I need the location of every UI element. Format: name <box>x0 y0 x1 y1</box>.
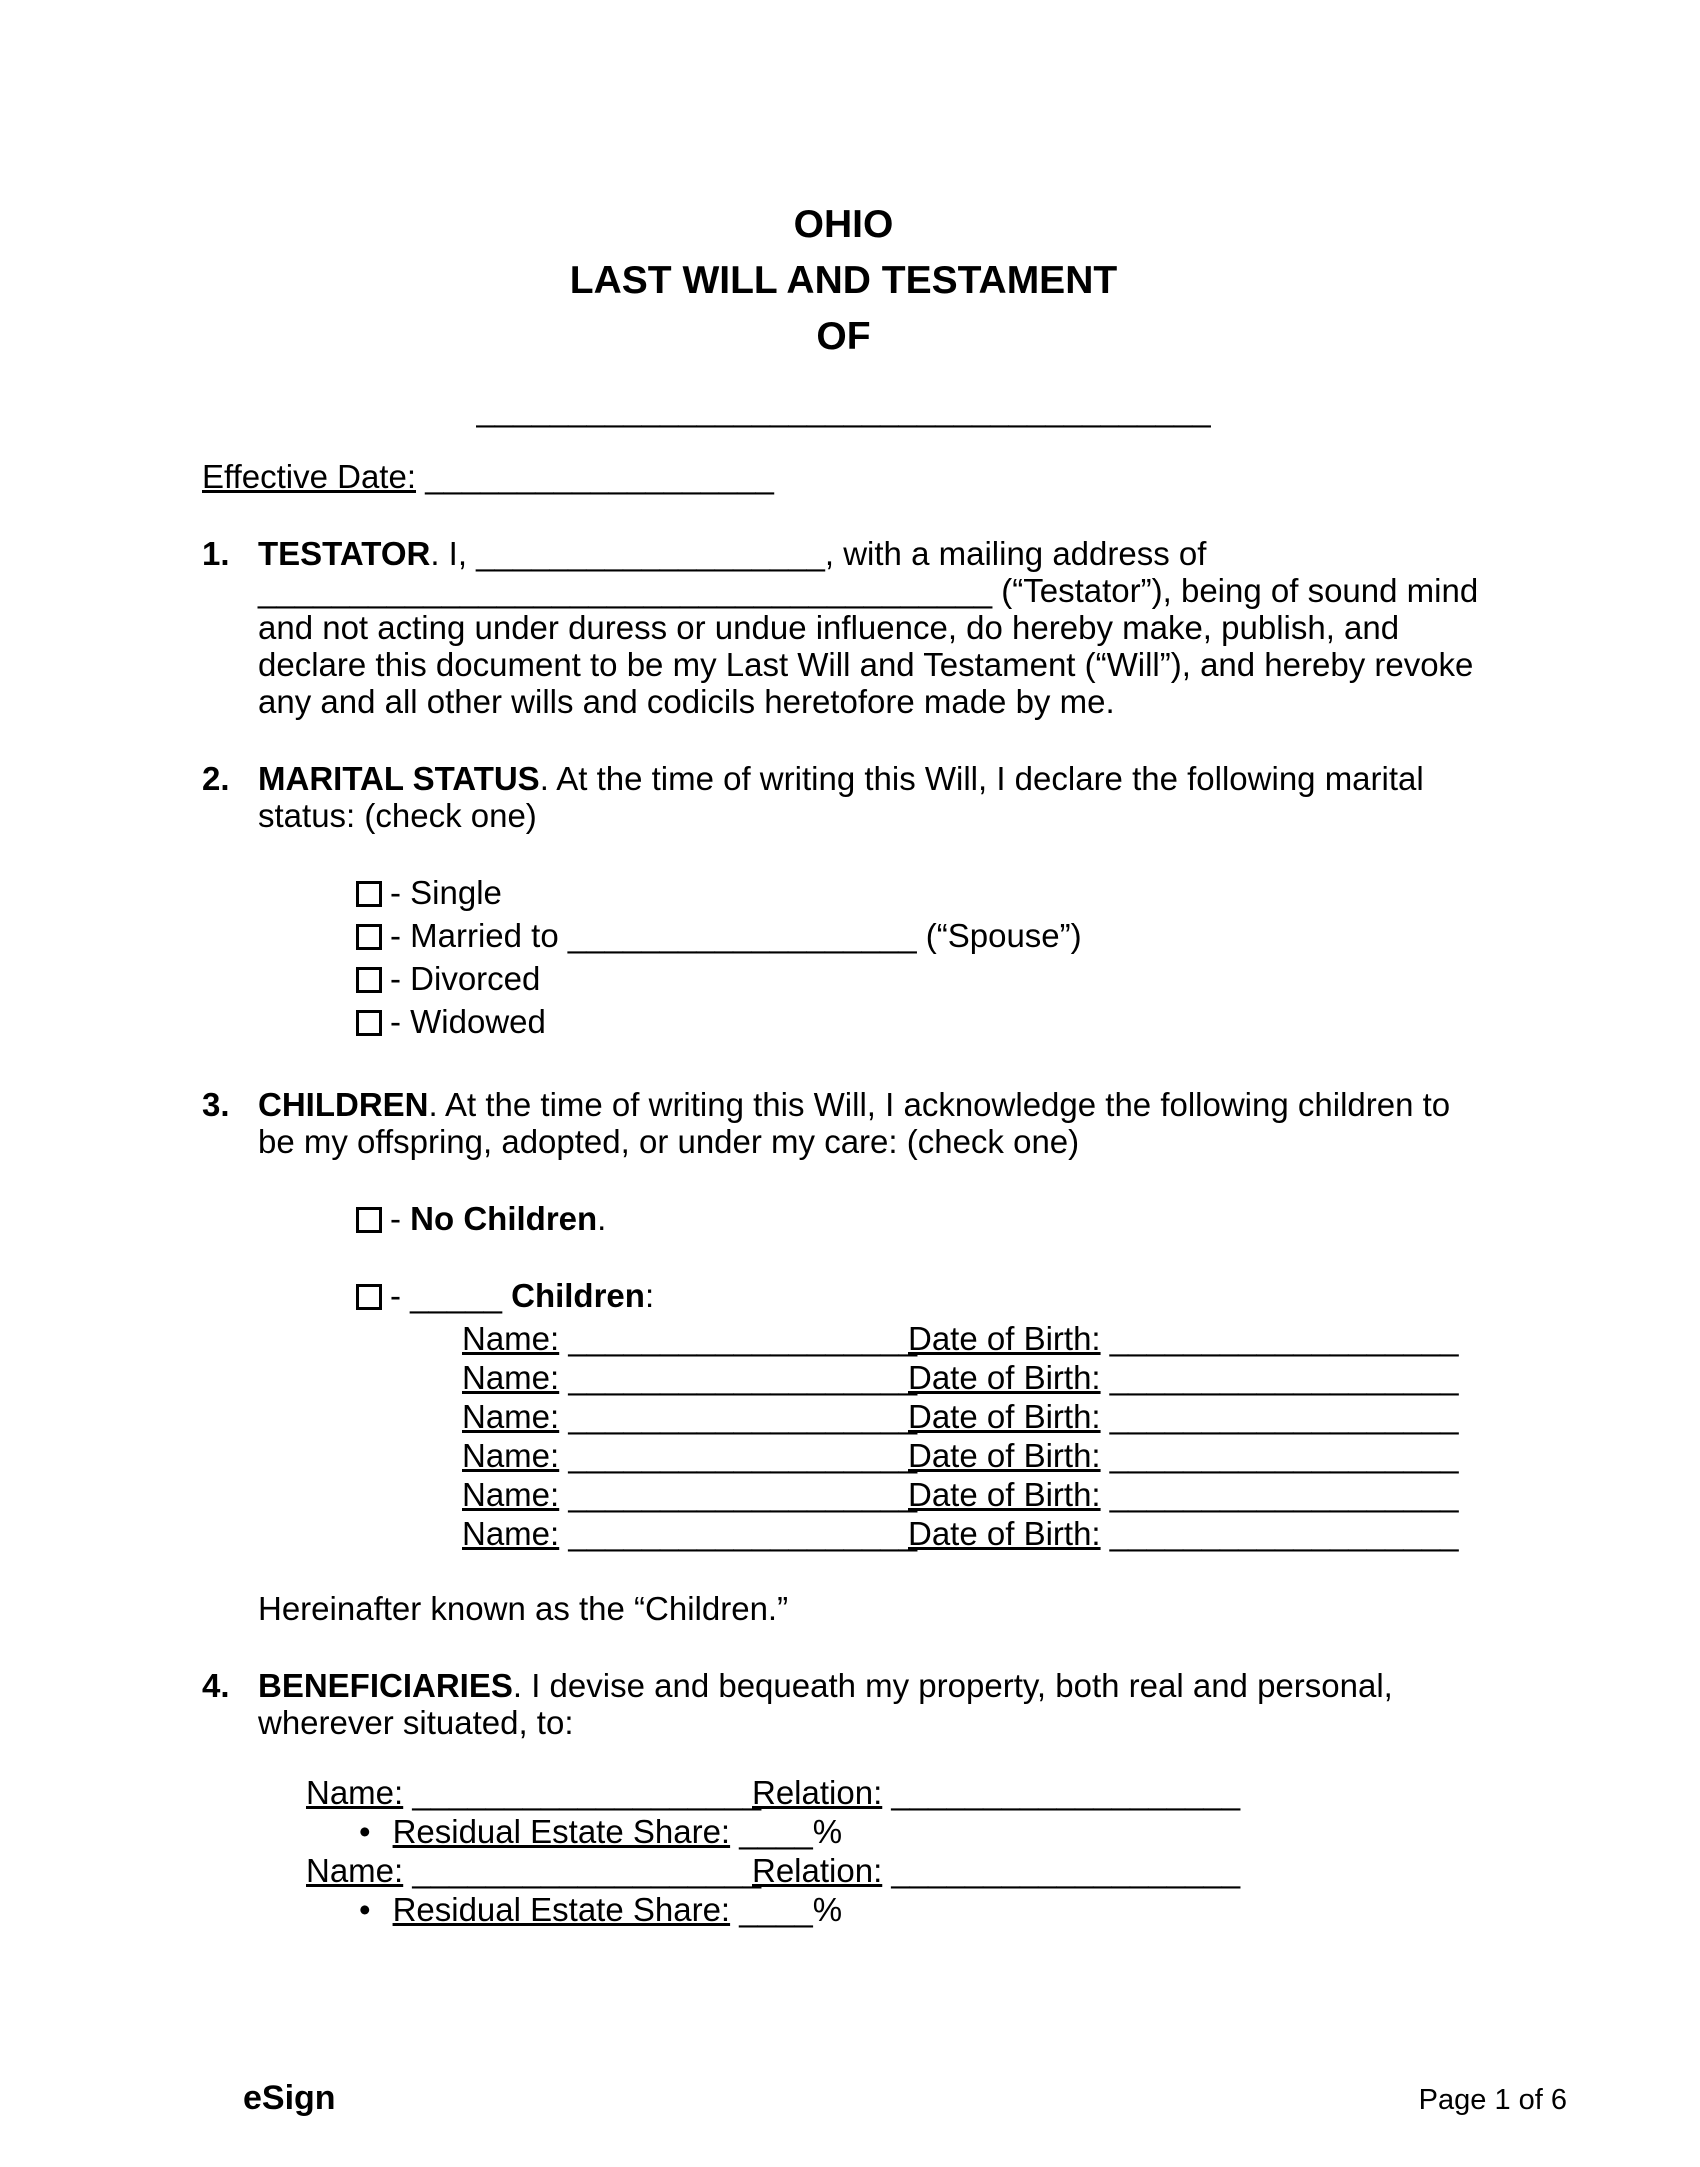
option-label-bold: No Children <box>410 1200 598 1237</box>
share-blank[interactable]: ____ <box>739 1891 813 1928</box>
option-label: - Widowed <box>390 1003 546 1040</box>
beneficiary-share-line <box>359 1891 1485 1928</box>
children-text: . At the time of writing this Will, I acknowledge the following children to be my offspring, adopted, or under my care: (check one) <box>258 1086 1451 1160</box>
child-row <box>462 1515 1485 1552</box>
marital-option-widowed <box>356 1003 1485 1040</box>
option-label: - Divorced <box>390 960 541 997</box>
section-label: MARITAL STATUS <box>258 760 540 797</box>
title-line-of: OF <box>816 315 871 358</box>
section-number: 1. <box>202 535 230 572</box>
name-label: Name: <box>462 1359 560 1396</box>
child-row <box>462 1437 1485 1474</box>
name-label: Name: <box>462 1515 560 1552</box>
name-label: Name: <box>306 1774 404 1811</box>
checkbox-no-children[interactable] <box>356 1207 382 1233</box>
child-row <box>462 1320 1485 1357</box>
bullet-icon: • <box>359 1891 371 1928</box>
name-blank[interactable]: ___________________ <box>412 1774 762 1811</box>
dob-label: Date of Birth: <box>908 1476 1101 1513</box>
section-testator <box>202 535 1485 720</box>
effective-date-label: Effective Date: <box>202 458 417 495</box>
section-label: TESTATOR <box>258 535 431 572</box>
name-label: Name: <box>462 1437 560 1474</box>
effective-date-line <box>202 458 1485 495</box>
section-marital-body <box>258 760 1485 1046</box>
marital-text: . At the time of writing this Will, I declare the following marital status: (check one) <box>258 760 1424 834</box>
name-blank[interactable]: ___________________ <box>568 1320 918 1357</box>
dob-label: Date of Birth: <box>908 1398 1101 1435</box>
testator-paragraph <box>258 535 1485 720</box>
percent-sign: % <box>812 1813 843 1850</box>
children-options <box>356 1200 1485 1314</box>
page-footer <box>243 2080 1567 2119</box>
dob-label: Date of Birth: <box>908 1515 1101 1552</box>
dob-blank[interactable]: ___________________ <box>1109 1398 1459 1435</box>
title-line-main: LAST WILL AND TESTAMENT <box>569 259 1118 302</box>
relation-blank[interactable]: ___________________ <box>891 1852 1241 1889</box>
section-number: 3. <box>202 1086 230 1123</box>
checkbox-has-children[interactable] <box>356 1284 382 1310</box>
document-title <box>202 197 1485 365</box>
children-closing: Hereinafter known as the “Children.” <box>258 1590 789 1627</box>
dob-blank[interactable]: ___________________ <box>1109 1320 1459 1357</box>
dob-blank[interactable]: ___________________ <box>1109 1476 1459 1513</box>
beneficiary-name-line <box>306 1852 1485 1889</box>
name-blank[interactable]: ___________________ <box>568 1398 918 1435</box>
option-dash: - <box>390 1277 411 1314</box>
section-beneficiaries <box>202 1667 1485 1930</box>
section-marital-status <box>202 760 1485 1046</box>
bullet-icon: • <box>359 1813 371 1850</box>
effective-date-blank[interactable]: ___________________ <box>425 458 774 495</box>
testator-name-blank[interactable]: ________________________________________ <box>476 391 1211 428</box>
beneficiary-entry <box>306 1852 1485 1928</box>
section-children-body <box>258 1086 1485 1627</box>
option-label-bold: Children <box>511 1277 645 1314</box>
name-blank[interactable]: ___________________ <box>568 1437 918 1474</box>
checkbox-married[interactable] <box>356 924 382 950</box>
page-number: Page 1 of 6 <box>1418 2084 1567 2116</box>
beneficiary-share-line <box>359 1813 1485 1850</box>
option-suffix: : <box>644 1277 655 1314</box>
beneficiary-name-line <box>306 1774 1485 1811</box>
checkbox-widowed[interactable] <box>356 1010 382 1036</box>
dob-label: Date of Birth: <box>908 1320 1101 1357</box>
section-beneficiaries-body <box>258 1667 1485 1930</box>
section-children <box>202 1086 1485 1627</box>
name-label: Name: <box>462 1398 560 1435</box>
beneficiaries-paragraph <box>258 1667 1485 1741</box>
dob-label: Date of Birth: <box>908 1437 1101 1474</box>
relation-blank[interactable]: ___________________ <box>891 1774 1241 1811</box>
child-row <box>462 1476 1485 1513</box>
name-blank[interactable]: ___________________ <box>568 1476 918 1513</box>
section-label: CHILDREN <box>258 1086 429 1123</box>
beneficiary-entry <box>306 1774 1485 1850</box>
marital-paragraph <box>258 760 1485 834</box>
testator-text: . I, ___________________, with a mailing address of ________________________________________ (“Testator”), being of sound mind and not acting under duress or undue influence, do hereby make, publish, and declare this document to be my Last Will and Testament (“Will”), and hereby revoke any and all other wills and codicils heretofore made by me. <box>258 535 1479 720</box>
children-option-count <box>356 1277 1485 1314</box>
option-label: - Married to ___________________ (“Spouse”) <box>390 917 1082 954</box>
relation-label: Relation: <box>752 1774 883 1811</box>
name-label: Name: <box>462 1320 560 1357</box>
name-label: Name: <box>306 1852 404 1889</box>
marital-options <box>356 874 1485 1040</box>
relation-label: Relation: <box>752 1852 883 1889</box>
children-option-none <box>356 1200 1485 1237</box>
option-suffix: . <box>597 1200 607 1237</box>
share-blank[interactable]: ____ <box>739 1813 813 1850</box>
children-count-blank[interactable]: _____ <box>410 1277 512 1314</box>
section-number: 4. <box>202 1667 230 1704</box>
share-label: Residual Estate Share: <box>392 1891 731 1928</box>
child-row <box>462 1359 1485 1396</box>
children-paragraph <box>258 1086 1485 1160</box>
children-table <box>462 1320 1485 1552</box>
marital-option-divorced <box>356 960 1485 997</box>
beneficiary-list <box>306 1774 1485 1928</box>
child-row <box>462 1398 1485 1435</box>
section-testator-body <box>258 535 1485 720</box>
marital-option-married <box>356 917 1485 954</box>
name-label: Name: <box>462 1476 560 1513</box>
checkbox-single[interactable] <box>356 881 382 907</box>
section-label: BENEFICIARIES <box>258 1667 513 1704</box>
dob-blank[interactable]: ___________________ <box>1109 1359 1459 1396</box>
beneficiaries-text: . I devise and bequeath my property, both real and personal, wherever situated, to: <box>258 1667 1393 1741</box>
title-line-state: OHIO <box>793 203 894 246</box>
name-blank[interactable]: ___________________ <box>568 1359 918 1396</box>
option-dash: - <box>390 1200 411 1237</box>
percent-sign: % <box>812 1891 843 1928</box>
dob-blank[interactable]: ___________________ <box>1109 1515 1459 1552</box>
dob-blank[interactable]: ___________________ <box>1109 1437 1459 1474</box>
dob-label: Date of Birth: <box>908 1359 1101 1396</box>
option-label: - Single <box>390 874 502 911</box>
marital-option-single <box>356 874 1485 911</box>
share-label: Residual Estate Share: <box>392 1813 731 1850</box>
checkbox-divorced[interactable] <box>356 967 382 993</box>
section-number: 2. <box>202 760 230 797</box>
name-blank[interactable]: ___________________ <box>412 1852 762 1889</box>
esign-logo: eSign <box>243 2079 336 2117</box>
name-blank[interactable]: ___________________ <box>568 1515 918 1552</box>
